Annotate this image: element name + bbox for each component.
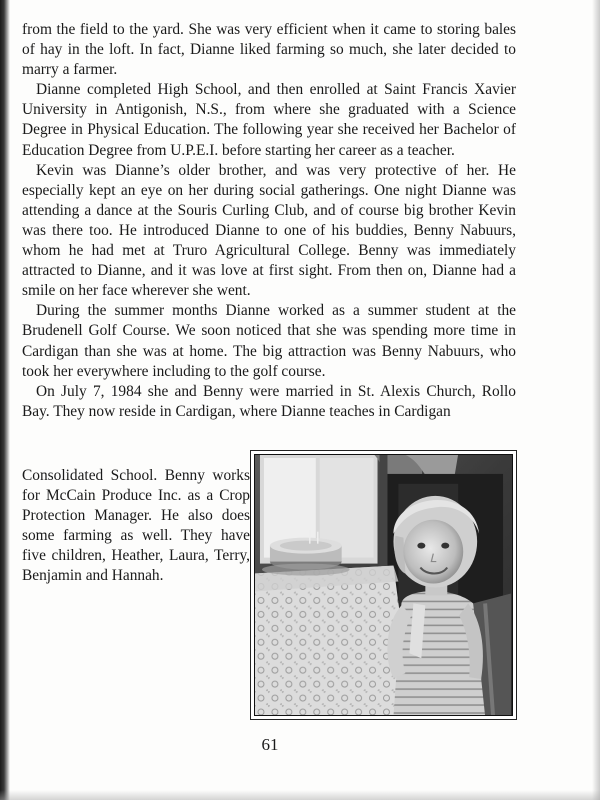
photo-image: [254, 454, 513, 716]
paragraph-1: from the field to the yard. She was very efficient when it came to storing bales of hay in the loft. In fact, Dianne liked farming so much, she later decided to marry a farmer.: [22, 21, 516, 79]
scan-edge-shadow-bottom: [0, 790, 600, 800]
paragraph-5-continuation: Consolidated School. Benny works for McCain Produce Inc. as a Crop Protection Manager. He also does some farming as well. They have five children, Heather, Laura, Terry, Benjamin and Hannah.: [22, 467, 250, 585]
paragraph-4: During the summer months Dianne worked as a summer student at the Brudenell Golf Course. We soon noticed that she was spending more time in Cardigan than she was at home. The big attraction was Benny Nabuurs, who took her everywhere including to the golf course.: [22, 302, 516, 380]
scan-edge-shadow-right: [592, 0, 600, 800]
scan-edge-shadow-left: [0, 0, 10, 800]
paragraph-3: Kevin was Dianne’s older brother, and was very protective of her. He especially kept an eye on her during social gatherings. One night Dianne was attending a dance at the Souris Curling Club, and of course big brother Kevin was there too. He introduced Dianne to one of his buddies, Benny Nabuurs, whom he had met at Truro Agricultural College. Benny was immediately attracted to Dianne, and it was love at first sight. From then on, Dianne had a smile on her face wherever she went.: [22, 161, 516, 300]
paragraph-5: On July 7, 1984 she and Benny were married in St. Alexis Church, Rollo Bay. They now reside in Cardigan, where Dianne teaches in Cardigan: [22, 382, 516, 420]
body-text: [22, 20, 516, 422]
wrapped-text-column: [22, 466, 250, 587]
page-number: 61: [261, 735, 279, 754]
paragraph-2: Dianne completed High School, and then enrolled at Saint Francis Xavier University in Antigonish, N.S., from where she graduated with a Science Degree in Physical Education. The following year she received her Bachelor of Education Degree from U.P.E.I. before starting her career as a teacher.: [22, 81, 516, 159]
family-photograph: [250, 450, 517, 720]
